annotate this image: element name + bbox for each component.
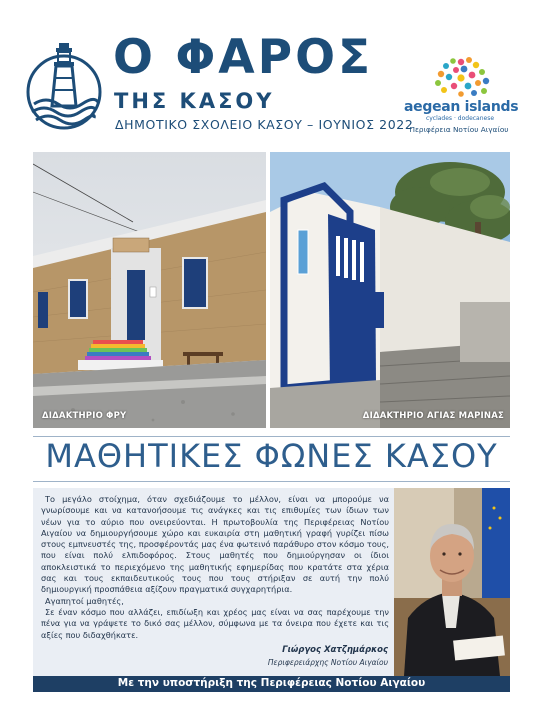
message-text: [41, 494, 389, 641]
brand-subtitle: cyclades · dodecanese: [425, 115, 495, 122]
footer-text: Με την υποστήριξη της Περιφέρειας Νοτίου Αιγαίου: [117, 677, 426, 689]
newspaper-title: Ο ΦΑΡΟΣ: [113, 30, 374, 85]
brand-name: aegean islands: [404, 99, 519, 115]
message-paragraph: Σε έναν κόσμο που αλλάζει, επιδίωξη και χρέος μας είναι να σας παρέχουμε την πένα για να γράψετε το δικό σας μέλλον, σύμφωνα με τα όνειρα που έχετε και τις αξίες που διδαχθήκατε.: [41, 606, 389, 640]
issue-tagline: ΔΗΜΟΤΙΚΟ ΣΧΟΛΕΙΟ ΚΑΣΟΥ – ΙΟΥΝΙΟΣ 2022: [115, 117, 414, 132]
section-headline: ΜΑΘΗΤΙΚΕΣ ΦΩΝΕΣ ΚΑΣΟΥ: [45, 437, 498, 475]
lighthouse-logo-icon: [24, 40, 104, 132]
governor-portrait: [394, 488, 510, 676]
newspaper-subtitle: ΤΗΣ ΚΑΣΟΥ: [114, 89, 275, 113]
headline-divider-bottom: [33, 481, 510, 482]
signature-name: Γιώργος Χατζημάρκος: [282, 645, 388, 655]
message-paragraph: Το μεγάλο στοίχημα, όταν σχεδιάζουμε το μέλλον, είναι να μπορούμε να γνωρίσουμε και να κατανοήσουμε τις ανάγκες και τις επιθυμίες των ίδιων των νέων για το αύριο που ονειρεύονται. Η πρωτοβουλία της Περιφέρειας Νοτίου Αιγαίου να δημιουργήσουμε χώρο και ευκαιρία στη μαθητική γραφή γυρίζει πίσω στους εμπνευστές της, προσφέροντάς μας ένα φωτεινό παράθυρο στον κόσμο τους, που είναι πολύ ελπιδοφόρος. Στους μαθητές που δημιούργησαν οι ίδιοι αποκλειστικά το περιεχόμενο της μαθητικής εφημερίδας που κρατάτε στα χέρια σας και τους εκπαιδευτικούς τους που τους στήριξαν σε αυτή την πολύ δημιουργική προσπάθεια αξίζουν πραγματικά συγχαρητήρια.: [41, 494, 389, 595]
photo-caption-agia-marina: ΔΙΔΑΚΤΗΡΙΟ ΑΓΙΑΣ ΜΑΡΙΝΑΣ: [362, 411, 504, 421]
school-photo-fry: [33, 152, 266, 428]
photo-caption-fry: ΔΙΔΑΚΤΗΡΙΟ ΦΡΥ: [42, 411, 127, 421]
brand-region: Περιφέρεια Νοτίου Αιγαίου: [409, 125, 509, 134]
school-photo-agia-marina: [270, 152, 510, 428]
message-paragraph: Αγαπητοί μαθητές,: [45, 595, 124, 606]
signature-title: Περιφερειάρχης Νοτίου Αιγαίου: [267, 658, 388, 667]
